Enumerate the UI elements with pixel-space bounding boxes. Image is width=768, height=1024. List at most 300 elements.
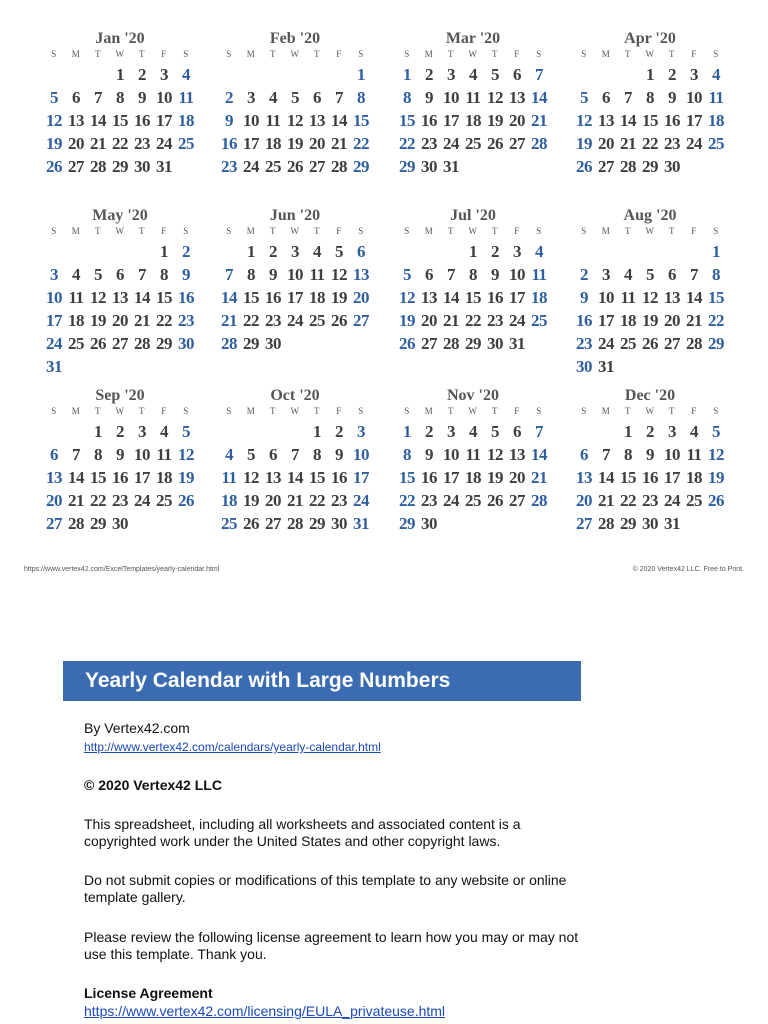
day-cell: 20 (353, 288, 369, 307)
weekday-header: S (358, 49, 364, 59)
day-cell: 29 (642, 157, 658, 176)
day-cell: 6 (116, 265, 124, 284)
weekday-header: F (161, 226, 167, 236)
day-cell: 3 (291, 242, 299, 261)
weekday-header: W (290, 226, 300, 236)
day-cell: 10 (664, 445, 680, 464)
day-cell: 8 (646, 88, 654, 107)
weekday-header: S (404, 406, 410, 416)
weekday-header: F (691, 226, 697, 236)
day-empty (109, 240, 131, 263)
day-cell: 24 (509, 311, 525, 330)
day-cell: 16 (221, 134, 237, 153)
day-cell: 9 (580, 288, 588, 307)
weekday-header: F (336, 226, 342, 236)
day-cell: 26 (331, 311, 347, 330)
day-cell: 30 (265, 334, 281, 353)
day-cell: 25 (465, 134, 481, 153)
day-cell: 27 (576, 514, 592, 533)
day-cell: 1 (116, 65, 124, 84)
day-cell: 15 (708, 288, 724, 307)
day-empty (418, 240, 440, 263)
day-cell: 30 (576, 357, 592, 376)
day-cell: 24 (46, 334, 62, 353)
day-cell: 26 (90, 334, 106, 353)
month-block (570, 30, 730, 178)
day-cell: 13 (265, 468, 281, 487)
day-cell: 18 (620, 311, 636, 330)
day-cell: 17 (598, 311, 614, 330)
day-cell: 28 (686, 334, 702, 353)
day-cell: 14 (331, 111, 347, 130)
weekday-header: F (691, 49, 697, 59)
day-cell: 15 (465, 288, 481, 307)
day-cell: 7 (72, 445, 80, 464)
day-cell: 4 (72, 265, 80, 284)
day-cell: 12 (399, 288, 415, 307)
day-cell: 12 (243, 468, 259, 487)
day-cell: 5 (50, 88, 58, 107)
day-cell: 25 (708, 134, 724, 153)
day-empty (617, 240, 639, 263)
day-cell: 16 (331, 468, 347, 487)
day-cell: 28 (134, 334, 150, 353)
day-cell: 16 (265, 288, 281, 307)
day-grid (573, 240, 730, 378)
weekday-header: W (290, 49, 300, 59)
day-cell: 16 (576, 311, 592, 330)
day-cell: 23 (664, 134, 680, 153)
day-cell: 19 (46, 134, 62, 153)
day-cell: 18 (178, 111, 194, 130)
day-cell: 10 (509, 265, 525, 284)
day-empty (573, 240, 595, 263)
day-cell: 1 (357, 65, 365, 84)
day-cell: 29 (309, 514, 325, 533)
day-cell: 4 (469, 65, 477, 84)
weekday-header: S (404, 49, 410, 59)
day-cell: 21 (287, 491, 303, 510)
day-cell: 16 (421, 111, 437, 130)
day-cell: 18 (465, 111, 481, 130)
footer-url[interactable]: https://www.vertex42.com/ExcelTemplates/yearly-calendar.html (24, 566, 220, 573)
day-cell: 19 (331, 288, 347, 307)
day-cell: 25 (686, 491, 702, 510)
day-cell: 11 (265, 111, 281, 130)
day-cell: 23 (178, 311, 194, 330)
day-cell: 10 (46, 288, 62, 307)
day-cell: 8 (247, 265, 255, 284)
day-cell: 10 (443, 445, 459, 464)
day-cell: 10 (156, 88, 172, 107)
day-cell: 3 (357, 422, 365, 441)
day-cell: 12 (708, 445, 724, 464)
weekday-header: T (95, 49, 101, 59)
day-cell: 1 (247, 242, 255, 261)
day-empty (262, 420, 284, 443)
day-cell: 1 (160, 242, 168, 261)
day-cell: 22 (465, 311, 481, 330)
day-cell: 26 (708, 491, 724, 510)
day-cell: 8 (403, 88, 411, 107)
weekday-header: M (424, 406, 434, 416)
day-cell: 5 (94, 265, 102, 284)
weekday-header: T (448, 226, 454, 236)
day-cell: 23 (221, 157, 237, 176)
day-cell: 14 (90, 111, 106, 130)
day-cell: 20 (509, 468, 525, 487)
day-grid (396, 420, 553, 535)
day-cell: 1 (94, 422, 102, 441)
day-grid (573, 63, 730, 178)
day-cell: 14 (598, 468, 614, 487)
day-cell: 1 (712, 242, 720, 261)
license-review-paragraph: Please review the following license agreement to learn how you may or may not use this template. Thank you. (84, 929, 579, 962)
day-cell: 25 (531, 311, 547, 330)
day-cell: 17 (287, 288, 303, 307)
weekday-header: M (71, 406, 81, 416)
day-grid (43, 420, 200, 535)
day-cell: 10 (598, 288, 614, 307)
weekday-header: T (669, 406, 675, 416)
day-cell: 3 (513, 242, 521, 261)
day-empty (617, 63, 639, 86)
weekday-header: S (581, 49, 587, 59)
day-cell: 31 (156, 157, 172, 176)
day-cell: 28 (221, 334, 237, 353)
day-cell: 11 (465, 445, 481, 464)
day-empty (396, 240, 418, 263)
weekday-header: F (514, 406, 520, 416)
day-cell: 21 (331, 134, 347, 153)
month-block (215, 207, 375, 355)
month-block (393, 30, 553, 178)
day-cell: 14 (221, 288, 237, 307)
weekday-header: F (336, 49, 342, 59)
day-cell: 8 (712, 265, 720, 284)
day-cell: 11 (178, 88, 194, 107)
day-cell: 7 (291, 445, 299, 464)
weekday-header: T (625, 406, 631, 416)
weekday-header: F (691, 406, 697, 416)
day-cell: 27 (664, 334, 680, 353)
day-cell: 27 (421, 334, 437, 353)
day-cell: 13 (353, 265, 369, 284)
day-cell: 8 (160, 265, 168, 284)
day-cell: 6 (357, 242, 365, 261)
day-cell: 13 (112, 288, 128, 307)
day-cell: 11 (708, 88, 724, 107)
day-cell: 20 (265, 491, 281, 510)
day-cell: 4 (313, 242, 321, 261)
day-cell: 26 (243, 514, 259, 533)
weekday-header-row (218, 48, 375, 60)
day-empty (595, 63, 617, 86)
day-cell: 3 (138, 422, 146, 441)
day-cell: 23 (265, 311, 281, 330)
day-cell: 6 (513, 65, 521, 84)
day-cell: 5 (247, 445, 255, 464)
day-cell: 13 (309, 111, 325, 130)
weekday-header-row (218, 225, 375, 237)
weekday-header: W (115, 49, 125, 59)
weekday-header: T (669, 226, 675, 236)
day-cell: 12 (90, 288, 106, 307)
day-cell: 16 (134, 111, 150, 130)
day-cell: 28 (531, 491, 547, 510)
day-cell: 27 (68, 157, 84, 176)
day-cell: 20 (68, 134, 84, 153)
day-cell: 11 (68, 288, 84, 307)
day-cell: 4 (469, 422, 477, 441)
weekday-header: W (468, 226, 478, 236)
day-empty (573, 63, 595, 86)
day-cell: 6 (425, 265, 433, 284)
day-cell: 2 (580, 265, 588, 284)
day-cell: 7 (94, 88, 102, 107)
day-cell: 6 (313, 88, 321, 107)
day-cell: 11 (221, 468, 237, 487)
day-grid (396, 240, 553, 355)
day-empty (328, 63, 350, 86)
day-cell: 9 (491, 265, 499, 284)
day-cell: 5 (182, 422, 190, 441)
day-cell: 21 (68, 491, 84, 510)
day-cell: 30 (134, 157, 150, 176)
day-cell: 14 (68, 468, 84, 487)
day-cell: 5 (646, 265, 654, 284)
day-cell: 2 (225, 88, 233, 107)
day-cell: 6 (513, 422, 521, 441)
weekday-header: T (448, 49, 454, 59)
day-cell: 12 (642, 288, 658, 307)
day-cell: 11 (531, 265, 547, 284)
day-cell: 3 (690, 65, 698, 84)
day-cell: 25 (178, 134, 194, 153)
day-cell: 30 (421, 157, 437, 176)
day-cell: 13 (664, 288, 680, 307)
weekday-header: M (246, 49, 256, 59)
weekday-header: T (270, 406, 276, 416)
day-cell: 6 (668, 265, 676, 284)
weekday-header: S (581, 226, 587, 236)
day-cell: 13 (46, 468, 62, 487)
day-cell: 27 (265, 514, 281, 533)
weekday-header: W (115, 226, 125, 236)
day-cell: 5 (491, 422, 499, 441)
day-cell: 4 (225, 445, 233, 464)
day-cell: 7 (690, 265, 698, 284)
day-cell: 24 (443, 134, 459, 153)
day-cell: 14 (686, 288, 702, 307)
day-cell: 19 (642, 311, 658, 330)
day-cell: 14 (531, 88, 547, 107)
day-empty (595, 240, 617, 263)
day-grid (218, 63, 375, 178)
day-cell: 22 (399, 134, 415, 153)
weekday-header: S (404, 226, 410, 236)
weekday-header: T (314, 226, 320, 236)
day-cell: 18 (309, 288, 325, 307)
day-cell: 9 (425, 88, 433, 107)
weekday-header: T (625, 49, 631, 59)
weekday-header: M (424, 226, 434, 236)
day-cell: 24 (243, 157, 259, 176)
day-cell: 21 (531, 468, 547, 487)
weekday-header-row (218, 405, 375, 417)
by-line: By Vertex42.com (84, 720, 190, 736)
day-cell: 27 (509, 134, 525, 153)
day-cell: 10 (287, 265, 303, 284)
day-cell: 6 (580, 445, 588, 464)
day-cell: 18 (686, 468, 702, 487)
day-empty (43, 240, 65, 263)
day-cell: 28 (598, 514, 614, 533)
day-cell: 3 (447, 65, 455, 84)
day-cell: 28 (531, 134, 547, 153)
day-cell: 19 (576, 134, 592, 153)
day-empty (284, 420, 306, 443)
weekday-header: S (536, 49, 542, 59)
day-cell: 29 (399, 514, 415, 533)
day-cell: 31 (598, 357, 614, 376)
day-cell: 20 (598, 134, 614, 153)
day-cell: 15 (156, 288, 172, 307)
info-title-banner: Yearly Calendar with Large Numbers (63, 661, 581, 701)
day-cell: 20 (46, 491, 62, 510)
weekday-header: W (468, 406, 478, 416)
day-cell: 7 (602, 445, 610, 464)
day-cell: 17 (156, 111, 172, 130)
weekday-header: W (468, 49, 478, 59)
weekday-header: S (226, 49, 232, 59)
day-cell: 27 (309, 157, 325, 176)
day-empty (683, 240, 705, 263)
day-cell: 24 (598, 334, 614, 353)
day-cell: 24 (156, 134, 172, 153)
day-cell: 15 (353, 111, 369, 130)
day-cell: 18 (708, 111, 724, 130)
day-empty (43, 63, 65, 86)
day-cell: 2 (138, 65, 146, 84)
day-cell: 17 (353, 468, 369, 487)
day-cell: 24 (353, 491, 369, 510)
day-cell: 29 (243, 334, 259, 353)
day-cell: 10 (686, 88, 702, 107)
day-cell: 6 (602, 88, 610, 107)
day-cell: 21 (598, 491, 614, 510)
day-empty (240, 63, 262, 86)
day-cell: 8 (403, 445, 411, 464)
month-title: Jan '20 (95, 30, 145, 47)
day-cell: 23 (134, 134, 150, 153)
day-grid (218, 420, 375, 535)
day-empty (43, 420, 65, 443)
day-empty (65, 420, 87, 443)
day-cell: 2 (335, 422, 343, 441)
day-cell: 12 (487, 445, 503, 464)
day-cell: 25 (309, 311, 325, 330)
license-link[interactable]: https://www.vertex42.com/licensing/EULA_privateuse.html (84, 1003, 446, 1019)
day-cell: 15 (399, 468, 415, 487)
day-empty (240, 420, 262, 443)
day-cell: 13 (68, 111, 84, 130)
day-grid (396, 63, 553, 178)
day-cell: 3 (602, 265, 610, 284)
day-cell: 29 (708, 334, 724, 353)
day-cell: 20 (576, 491, 592, 510)
day-cell: 26 (642, 334, 658, 353)
day-cell: 14 (620, 111, 636, 130)
weekday-header: M (424, 49, 434, 59)
month-title: Dec '20 (624, 387, 676, 404)
day-cell: 24 (134, 491, 150, 510)
day-cell: 22 (642, 134, 658, 153)
day-cell: 11 (686, 445, 702, 464)
day-cell: 1 (469, 242, 477, 261)
day-cell: 21 (686, 311, 702, 330)
weekday-header-row (43, 405, 200, 417)
day-cell: 31 (443, 157, 459, 176)
weekday-header-row (573, 405, 730, 417)
day-cell: 14 (287, 468, 303, 487)
day-cell: 20 (509, 111, 525, 130)
day-cell: 28 (620, 157, 636, 176)
day-cell: 29 (353, 157, 369, 176)
weekday-header: T (95, 406, 101, 416)
month-title: Sep '20 (95, 387, 145, 404)
month-title: Jun '20 (269, 207, 321, 224)
month-block (570, 387, 730, 535)
weekday-header: T (95, 226, 101, 236)
day-cell: 22 (90, 491, 106, 510)
month-block (393, 387, 553, 535)
day-cell: 22 (243, 311, 259, 330)
day-empty (87, 240, 109, 263)
day-cell: 12 (487, 88, 503, 107)
day-empty (65, 240, 87, 263)
day-cell: 1 (403, 65, 411, 84)
weekday-header: F (514, 49, 520, 59)
weekday-header: T (139, 226, 145, 236)
day-cell: 25 (68, 334, 84, 353)
weekday-header-row (396, 405, 553, 417)
day-cell: 31 (664, 514, 680, 533)
day-cell: 23 (487, 311, 503, 330)
day-cell: 27 (353, 311, 369, 330)
weekday-header: M (246, 226, 256, 236)
by-link[interactable]: http://www.vertex42.com/calendars/yearly-calendar.html (84, 740, 381, 754)
day-cell: 18 (156, 468, 172, 487)
day-cell: 15 (620, 468, 636, 487)
day-cell: 4 (269, 88, 277, 107)
weekday-header: F (161, 406, 167, 416)
weekday-header-row (573, 48, 730, 60)
day-cell: 15 (112, 111, 128, 130)
day-cell: 12 (576, 111, 592, 130)
month-title: Nov '20 (447, 387, 499, 404)
day-cell: 1 (646, 65, 654, 84)
weekday-header: M (601, 226, 611, 236)
day-cell: 26 (178, 491, 194, 510)
day-cell: 10 (443, 88, 459, 107)
day-cell: 19 (287, 134, 303, 153)
day-empty (661, 240, 683, 263)
day-cell: 26 (576, 157, 592, 176)
day-cell: 26 (287, 157, 303, 176)
day-empty (131, 240, 153, 263)
weekday-header: W (645, 226, 655, 236)
